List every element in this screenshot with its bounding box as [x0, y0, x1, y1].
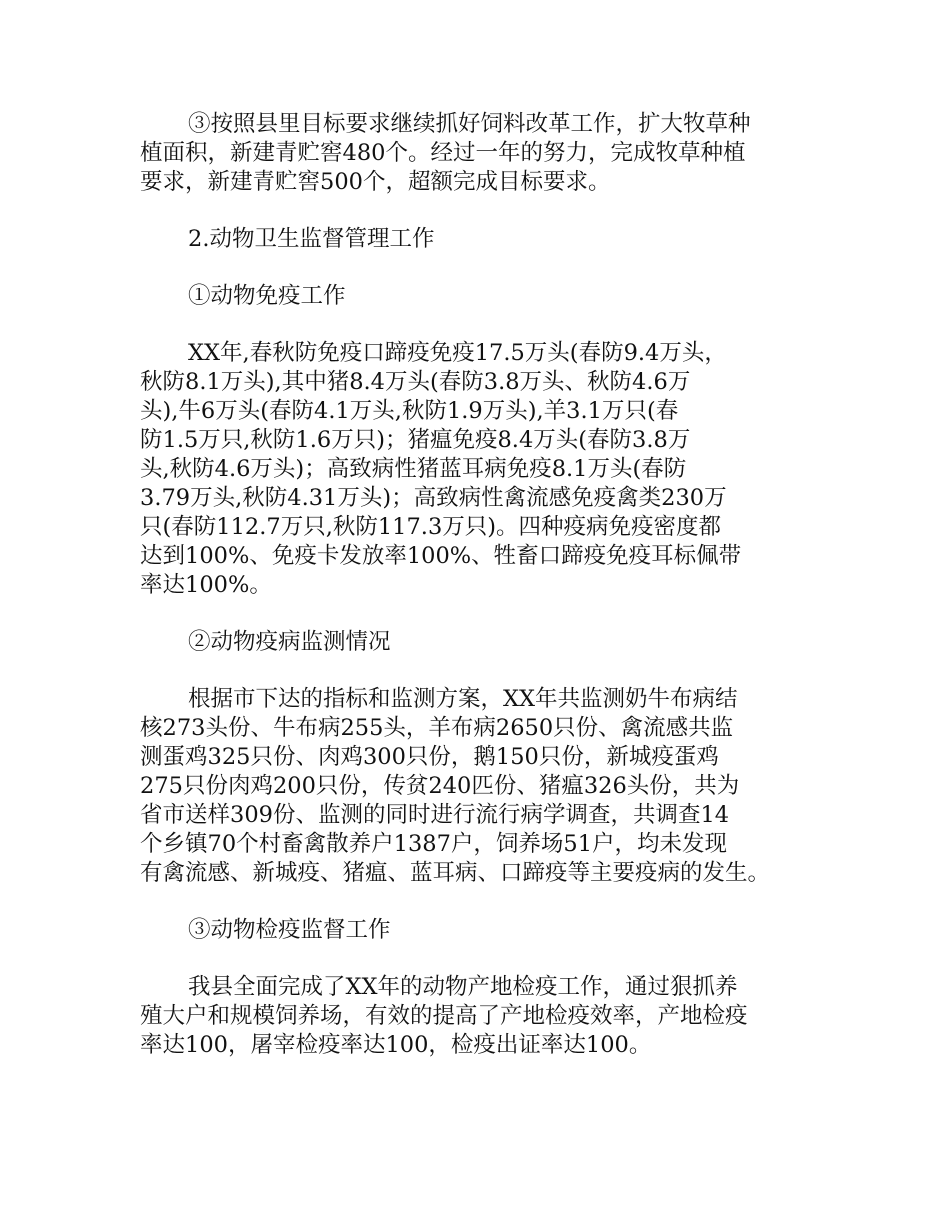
text-line: 殖大户和规模饲养场，有效的提高了产地检疫效率，产地检疫: [140, 1003, 748, 1029]
text-line: 有禽流感、新城疫、猪瘟、蓝耳病、口蹄疫等主要疫病的发生。: [140, 860, 771, 886]
subheading: ②动物疫病监测情况: [188, 629, 391, 655]
text-line: 率达100，屠宰检疫率达100，检疫出证率达100。: [140, 1032, 652, 1058]
immunization-paragraph: [140, 339, 830, 600]
text-line: 植面积，新建青贮窖480个。经过一年的努力，完成牧草种植: [140, 140, 746, 166]
text-line: 头,秋防4.6万头)；高致病性猪蓝耳病免疫8.1万头(春防: [140, 456, 687, 482]
feed-reform-paragraph: [140, 110, 830, 197]
text-line: 个乡镇70个村畜禽散养户1387户，饲养场51户，均未发现: [140, 831, 728, 857]
text-line: 我县全面完成了XX年的动物产地检疫工作，通过狠抓养: [188, 974, 738, 1000]
text-line: ③按照县里目标要求继续抓好饲料改革工作，扩大牧草种: [188, 111, 751, 137]
subheading-quarantine: [140, 916, 830, 945]
subheading-disease-monitoring: [140, 628, 830, 657]
monitoring-paragraph: [140, 685, 830, 888]
section-heading: 2.动物卫生监督管理工作: [188, 226, 435, 252]
text-line: 省市送样309份、监测的同时进行流行病学调查，共调查14: [140, 802, 730, 828]
text-line: 达到100%、免疫卡发放率100%、牲畜口蹄疫免疫耳标佩带: [140, 543, 742, 569]
subheading: ③动物检疫监督工作: [188, 917, 391, 943]
document-page: [140, 110, 830, 1060]
text-line: 要求，新建青贮窖500个，超额完成目标要求。: [140, 169, 611, 195]
text-line: XX年,春秋防免疫口蹄疫免疫17.5万头(春防9.4万头，: [188, 340, 727, 366]
quarantine-paragraph: [140, 973, 830, 1060]
text-line: 根据市下达的指标和监测方案，XX年共监测奶牛布病结: [188, 686, 738, 712]
text-line: 3.79万头,秋防4.31万头)；高致病性禽流感免疫禽类230万: [140, 485, 727, 511]
text-line: 率达100%。: [140, 572, 272, 598]
text-line: 秋防8.1万头),其中猪8.4万头(春防3.8万头、秋防4.6万: [140, 369, 691, 395]
section-heading-animal-health: [140, 225, 830, 254]
text-line: 防1.5万只,秋防1.6万只)；猪瘟免疫8.4万头(春防3.8万: [140, 427, 691, 453]
text-line: 测蛋鸡325只份、肉鸡300只份，鹅150只份，新城疫蛋鸡: [140, 744, 719, 770]
text-line: 头),牛6万头(春防4.1万头,秋防1.9万头),羊3.1万只(春: [140, 398, 679, 424]
text-line: 只(春防112.7万只,秋防117.3万只)。四种疫病免疫密度都: [140, 514, 722, 540]
text-line: 275只份肉鸡200只份，传贫240匹份、猪瘟326头份，共为: [140, 773, 740, 799]
subheading-immunization: [140, 282, 830, 311]
subheading: ①动物免疫工作: [188, 283, 346, 309]
text-line: 核273头份、牛布病255头，羊布病2650只份、禽流感共监: [140, 715, 734, 741]
